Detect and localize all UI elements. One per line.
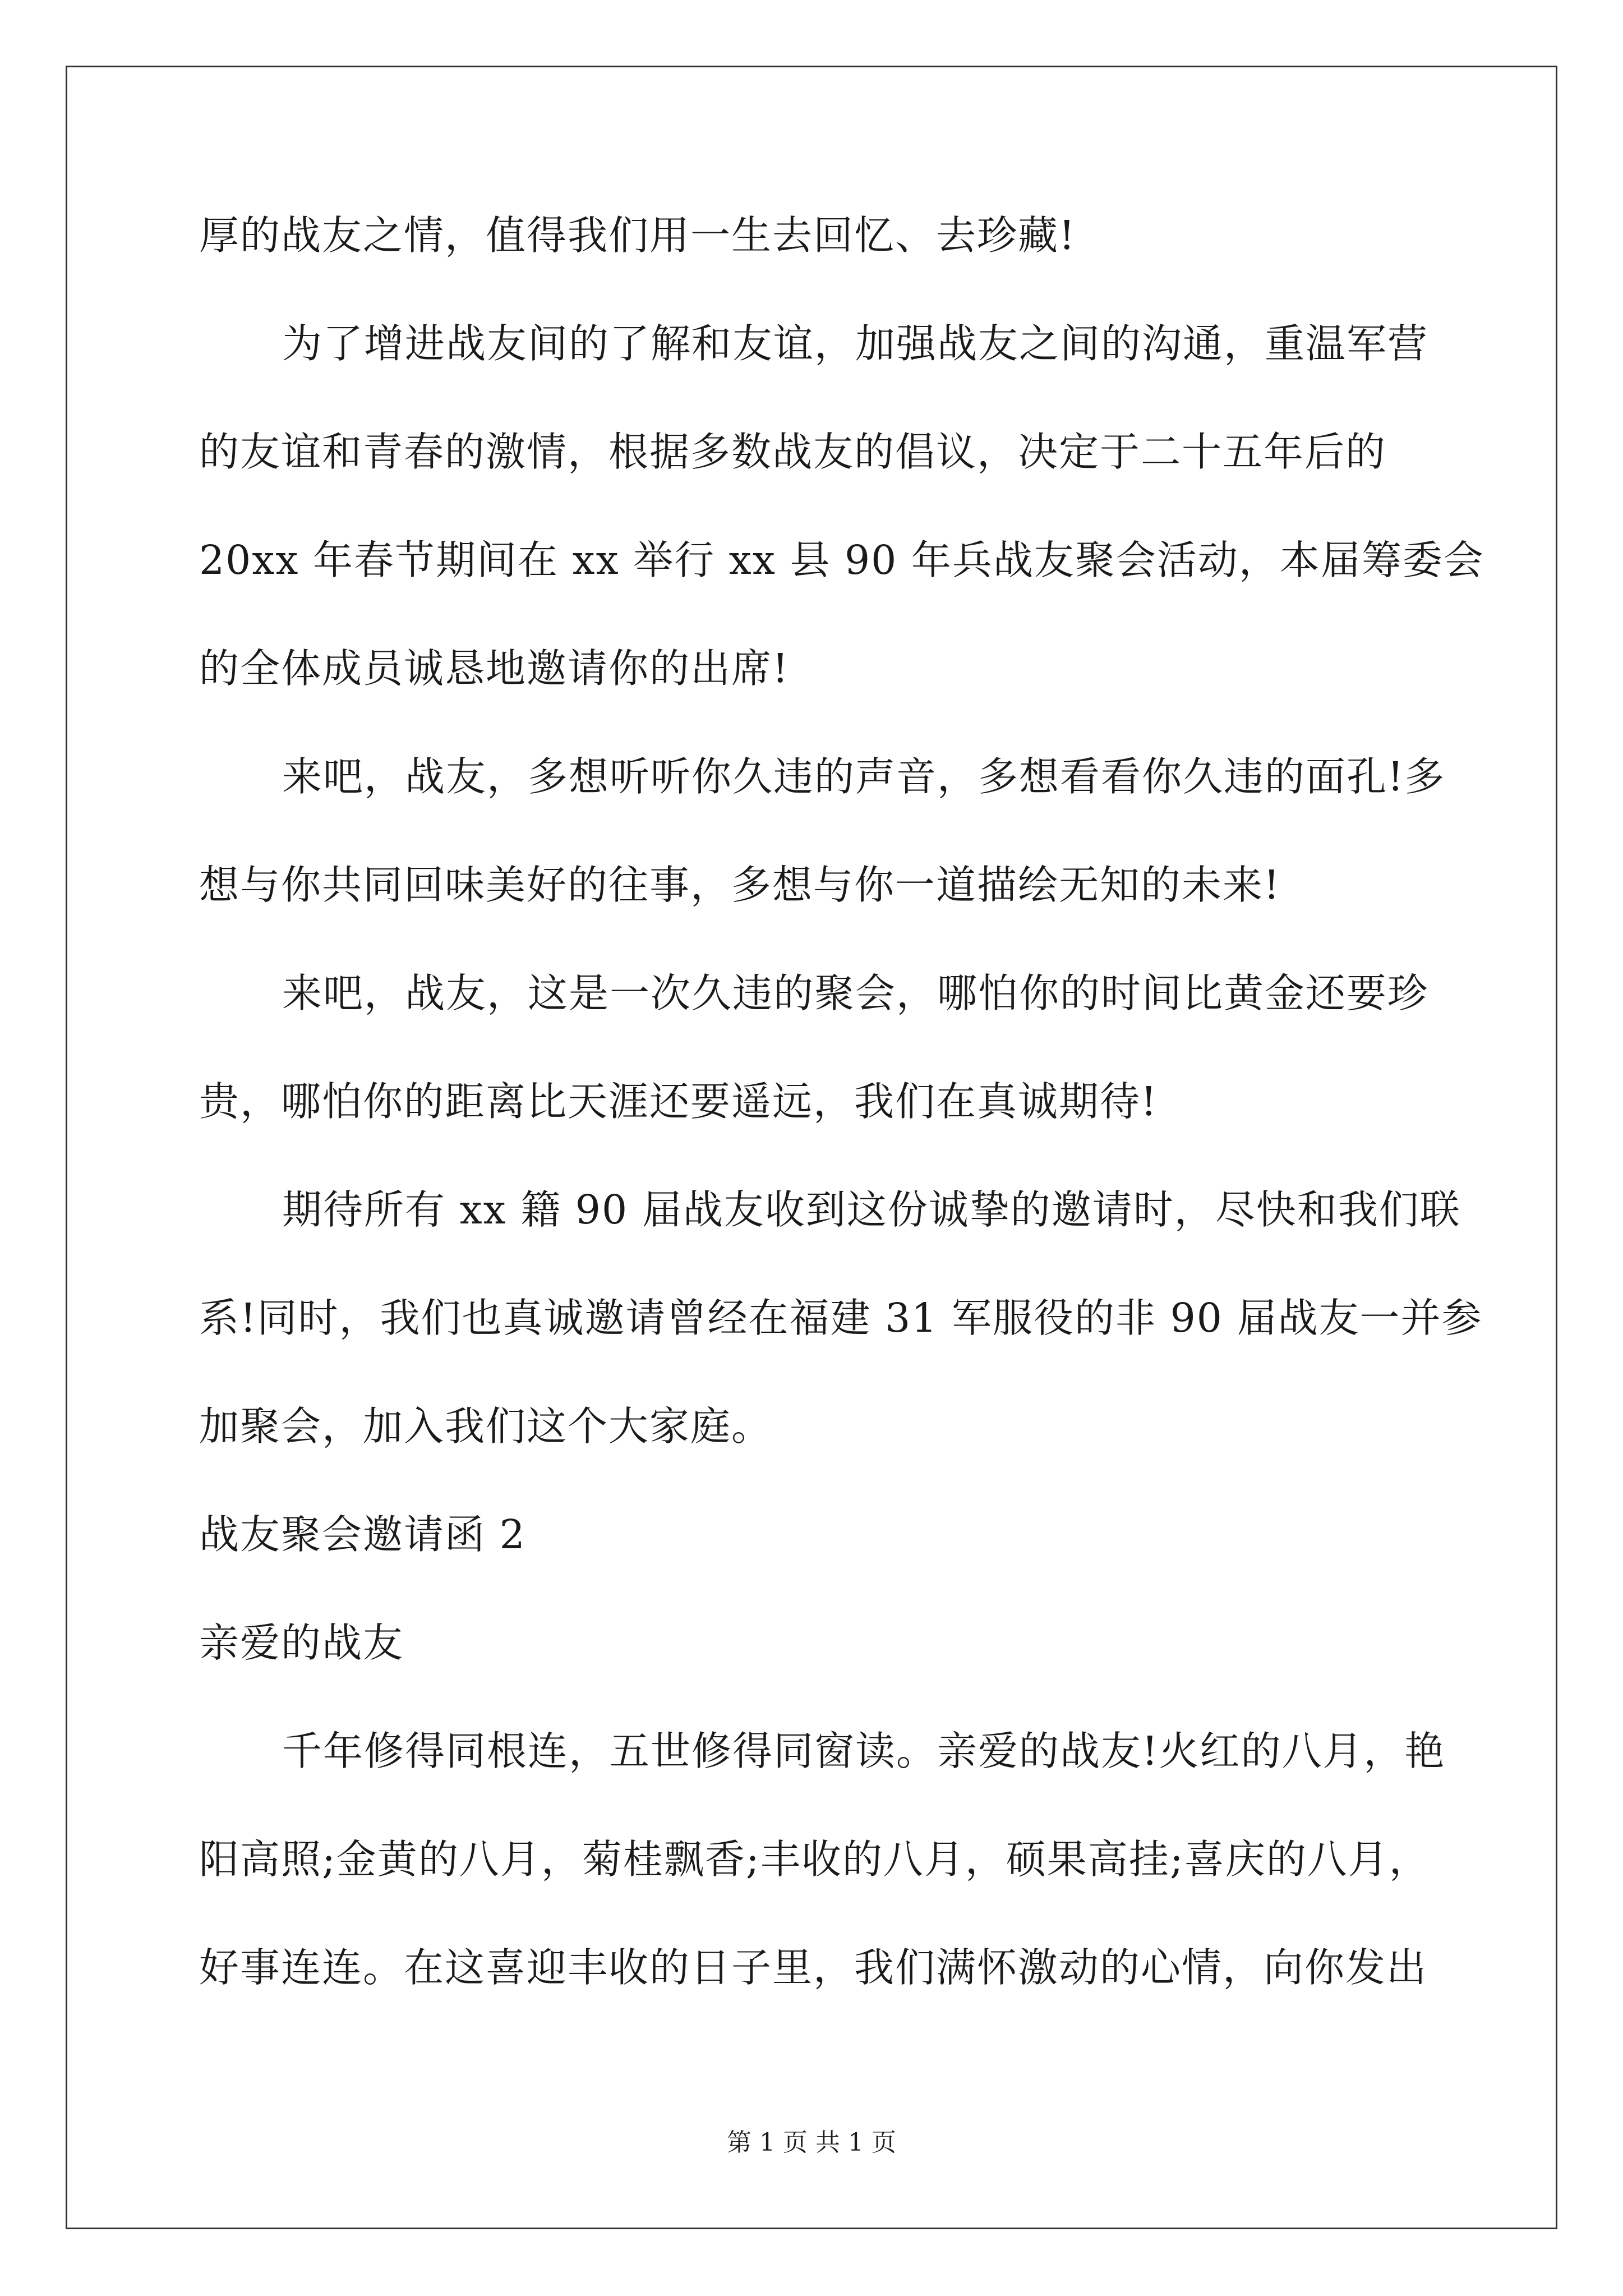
text-line: 想与你共同回味美好的往事，多想与你一道描绘无知的未来!: [199, 862, 1281, 908]
text-line: 好事连连。在这喜迎丰收的日子里，我们满怀激动的心情，向你发出: [199, 1944, 1428, 1991]
paragraph-line: 为了增进战友间的了解和友谊，加强战友之间的沟通，重温军营: [282, 320, 1429, 367]
paragraph-line: 千年修得同根连，五世修得同窗读。亲爱的战友!火红的八月，艳: [282, 1728, 1446, 1774]
page-border: [66, 66, 1557, 2229]
salutation: 亲爱的战友: [199, 1619, 404, 1666]
paragraph-line: 期待所有 xx 籍 90 届战友收到这份诚挚的邀请时，尽快和我们联: [282, 1186, 1461, 1233]
text-line: 阳高照;金黄的八月，菊桂飘香;丰收的八月，硕果高挂;喜庆的八月，: [199, 1836, 1430, 1883]
text-line: 系!同时，我们也真诚邀请曾经在福建 31 军服役的非 90 届战友一并参: [199, 1295, 1483, 1341]
paragraph-line: 来吧，战友，这是一次久违的聚会，哪怕你的时间比黄金还要珍: [282, 970, 1429, 1016]
page-number: 第 1 页 共 1 页: [727, 2128, 896, 2157]
text-line: 贵，哪怕你的距离比天涯还要遥远，我们在真诚期待!: [199, 1078, 1158, 1125]
section-heading: 战友聚会邀请函 2: [199, 1511, 526, 1558]
paragraph-line: 来吧，战友，多想听听你久违的声音，多想看看你久违的面孔!多: [282, 753, 1446, 800]
text-line: 加聚会，加入我们这个大家庭。: [199, 1403, 773, 1450]
text-line: 厚的战友之情，值得我们用一生去回忆、去珍藏!: [199, 212, 1076, 259]
text-line: 20xx 年春节期间在 xx 举行 xx 县 90 年兵战友聚会活动，本届筹委会: [199, 537, 1484, 583]
text-line: 的全体成员诚恳地邀请你的出席!: [199, 645, 790, 692]
text-line: 的友谊和青春的激情，根据多数战友的倡议，决定于二十五年后的: [199, 429, 1387, 475]
